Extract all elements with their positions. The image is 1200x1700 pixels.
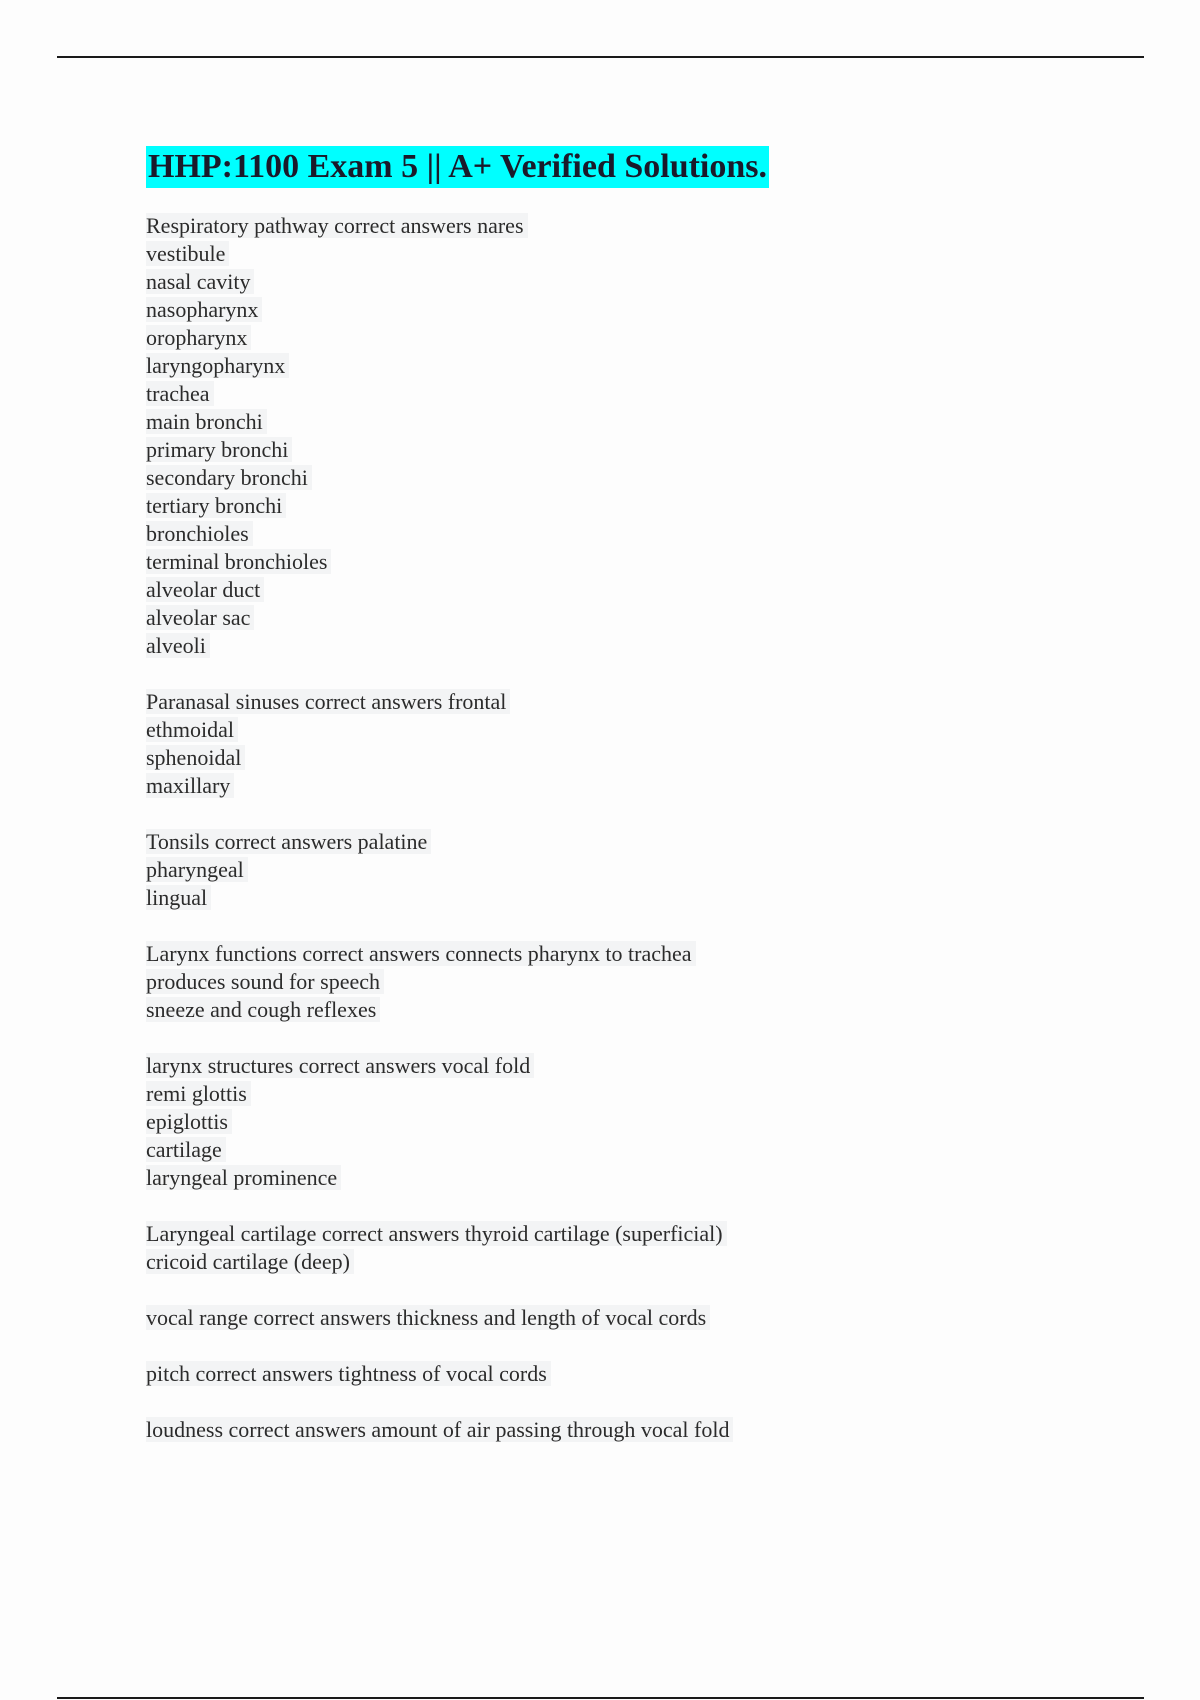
qa-line-text: ethmoidal	[146, 717, 238, 742]
qa-line-text: larynx structures correct answers vocal fold	[146, 1053, 534, 1078]
qa-answer-line	[146, 268, 1146, 296]
qa-answer-line	[146, 968, 1146, 996]
qa-answer-line	[146, 464, 1146, 492]
qa-question-line	[146, 688, 1146, 716]
qa-line-text: cartilage	[146, 1137, 226, 1162]
qa-question-line	[146, 1416, 1146, 1444]
qa-line-text: alveoli	[146, 633, 210, 658]
qa-line-text: Paranasal sinuses correct answers frontal	[146, 689, 510, 714]
qa-line-text: remi glottis	[146, 1081, 251, 1106]
qa-line-text: alveolar sac	[146, 605, 254, 630]
qa-question-line	[146, 828, 1146, 856]
qa-item	[146, 1304, 1146, 1332]
qa-line-text: laryngeal prominence	[146, 1165, 341, 1190]
qa-line-text: terminal bronchioles	[146, 549, 331, 574]
qa-item	[146, 1052, 1146, 1192]
qa-line-text: sphenoidal	[146, 745, 245, 770]
qa-question-line	[146, 1304, 1146, 1332]
qa-answer-line	[146, 1080, 1146, 1108]
qa-line-text: sneeze and cough reflexes	[146, 997, 380, 1022]
qa-answer-line	[146, 1248, 1146, 1276]
qa-answer-line	[146, 856, 1146, 884]
qa-line-text: secondary bronchi	[146, 465, 312, 490]
document-title: HHP:1100 Exam 5 || A+ Verified Solutions.	[146, 146, 769, 188]
qa-line-text: lingual	[146, 885, 211, 910]
qa-line-text: vestibule	[146, 241, 229, 266]
qa-line-text: nasal cavity	[146, 269, 254, 294]
qa-question-line	[146, 940, 1146, 968]
qa-line-text: Tonsils correct answers palatine	[146, 829, 431, 854]
qa-answer-line	[146, 576, 1146, 604]
qa-line-text: oropharynx	[146, 325, 251, 350]
qa-item	[146, 1416, 1146, 1444]
qa-line-text: loudness correct answers amount of air passing through vocal fold	[146, 1417, 733, 1442]
qa-line-text: pitch correct answers tightness of vocal cords	[146, 1361, 551, 1386]
qa-answer-line	[146, 716, 1146, 744]
qa-answer-line	[146, 1164, 1146, 1192]
qa-item	[146, 688, 1146, 800]
qa-answer-line	[146, 408, 1146, 436]
qa-line-text: laryngopharynx	[146, 353, 289, 378]
qa-answer-line	[146, 772, 1146, 800]
qa-line-text: alveolar duct	[146, 577, 264, 602]
qa-item	[146, 212, 1146, 660]
header-rule	[57, 56, 1144, 58]
qa-list	[146, 212, 1146, 1444]
qa-answer-line	[146, 352, 1146, 380]
qa-line-text: trachea	[146, 381, 214, 406]
qa-line-text: vocal range correct answers thickness and length of vocal cords	[146, 1305, 710, 1330]
qa-answer-line	[146, 324, 1146, 352]
qa-line-text: Larynx functions correct answers connects pharynx to trachea	[146, 941, 696, 966]
footer-rule	[57, 1697, 1144, 1699]
qa-line-text: nasopharynx	[146, 297, 262, 322]
qa-line-text: Respiratory pathway correct answers nares	[146, 213, 528, 238]
qa-question-line	[146, 212, 1146, 240]
qa-answer-line	[146, 380, 1146, 408]
qa-line-text: maxillary	[146, 773, 234, 798]
qa-line-text: primary bronchi	[146, 437, 292, 462]
qa-answer-line	[146, 632, 1146, 660]
qa-answer-line	[146, 1108, 1146, 1136]
qa-answer-line	[146, 520, 1146, 548]
qa-line-text: main bronchi	[146, 409, 267, 434]
qa-item	[146, 1220, 1146, 1276]
qa-question-line	[146, 1052, 1146, 1080]
qa-item	[146, 940, 1146, 1024]
qa-item	[146, 828, 1146, 912]
document-body	[146, 146, 1146, 1472]
qa-line-text: Laryngeal cartilage correct answers thyroid cartilage (superficial)	[146, 1221, 727, 1246]
qa-answer-line	[146, 492, 1146, 520]
qa-line-text: bronchioles	[146, 521, 253, 546]
qa-question-line	[146, 1360, 1146, 1388]
qa-answer-line	[146, 744, 1146, 772]
qa-answer-line	[146, 604, 1146, 632]
qa-item	[146, 1360, 1146, 1388]
qa-line-text: pharyngeal	[146, 857, 248, 882]
qa-line-text: produces sound for speech	[146, 969, 384, 994]
qa-answer-line	[146, 548, 1146, 576]
qa-line-text: tertiary bronchi	[146, 493, 286, 518]
qa-answer-line	[146, 436, 1146, 464]
qa-answer-line	[146, 884, 1146, 912]
qa-answer-line	[146, 996, 1146, 1024]
qa-line-text: cricoid cartilage (deep)	[146, 1249, 354, 1274]
qa-question-line	[146, 1220, 1146, 1248]
qa-line-text: epiglottis	[146, 1109, 232, 1134]
qa-answer-line	[146, 240, 1146, 268]
qa-answer-line	[146, 1136, 1146, 1164]
qa-answer-line	[146, 296, 1146, 324]
